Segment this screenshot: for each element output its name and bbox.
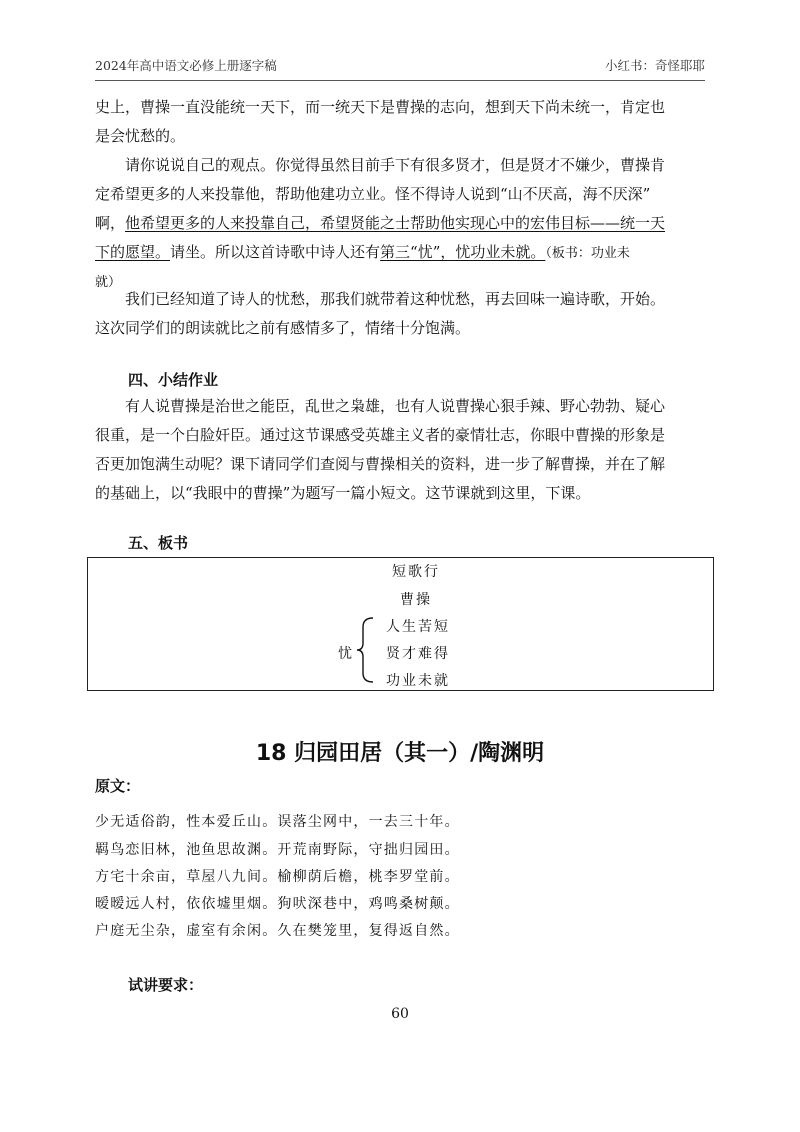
- underlined-text: 他希望更多的人来投靠自己，希望贤能之士帮助他实现心中的宏伟目标——统一天: [125, 214, 666, 232]
- text-line: 下的愿望。请坐。所以这首诗歌中诗人还有第三“忧”，忧功业未就。（板书：功业未: [95, 243, 630, 261]
- board-item: 功业未就: [386, 673, 450, 689]
- lesson-title: 18 归园田居（其一）/陶渊明: [255, 741, 545, 766]
- poem-line: 少无适俗韵，性本爱丘山。误落尘网中，一去三十年。: [95, 814, 460, 830]
- curly-brace-icon: [355, 617, 377, 683]
- original-text-label: 原文：: [95, 777, 141, 795]
- board-note: （板书：功业未: [545, 246, 630, 261]
- page-number: 60: [391, 1006, 409, 1022]
- text-line: 有人说曹操是治世之能臣，乱世之枭雄，也有人说曹操心狠手辣、野心勃勃、疑心: [125, 397, 666, 415]
- section-4-paragraph: [95, 392, 715, 508]
- section-heading-5: 五、板书: [128, 534, 189, 552]
- underlined-text: 第三“忧”，忧功业未就。: [380, 243, 546, 261]
- paragraph-3: [95, 285, 715, 343]
- board-title: 短歌行: [392, 564, 440, 580]
- header-divider: [95, 80, 705, 81]
- board-item: 人生苦短: [386, 619, 450, 635]
- header-author: 小红书：奇怪耶耶: [604, 58, 705, 73]
- text-line: 的基础上，以“我眼中的曹操”为题写一篇小短文。这节课就到这里，下课。: [95, 484, 591, 502]
- text-line: 我们已经知道了诗人的忧愁，那我们就带着这种忧愁，再去回味一遍诗歌，开始。: [125, 290, 666, 308]
- underlined-text: 下的愿望。: [95, 243, 171, 261]
- board-author: 曹操: [400, 592, 432, 608]
- page-header: [95, 56, 705, 76]
- paragraph-2: [95, 151, 715, 297]
- text-line: 很重，是一个白脸奸臣。通过这节课感受英雄主义者的豪情壮志，你眼中曹操的形象是: [95, 426, 666, 444]
- section-heading-4: 四、小结作业: [128, 371, 219, 389]
- text-line: 否更加饱满生动呢？课下请同学们查阅与曹操相关的资料，进一步了解曹操，并在了解: [95, 455, 666, 473]
- board-item: 贤才难得: [386, 646, 450, 662]
- text-line: 定希望更多的人来投靠他，帮助他建功立业。怪不得诗人说到“山不厌高，海不厌深”: [95, 185, 651, 203]
- text-line: 是会忧愁的。: [95, 127, 186, 145]
- text-line: 这次同学们的朗读就比之前有感情多了，情绪十分饱满。: [95, 319, 471, 337]
- poem-line: 方宅十余亩，草屋八九间。榆柳荫后檐，桃李罗堂前。: [95, 869, 460, 885]
- requirement-label: 试讲要求：: [128, 976, 204, 994]
- paragraph-1: [95, 93, 715, 151]
- text-line: 啊，他希望更多的人来投靠自己，希望贤能之士帮助他实现心中的宏伟目标——统一天: [95, 214, 666, 232]
- board-key-character: 忧: [338, 646, 354, 662]
- poem-line: 暧暧远人村，依依墟里烟。狗吠深巷中，鸡鸣桑树颠。: [95, 896, 460, 912]
- text-line: 请你说说自己的观点。你觉得虽然目前手下有很多贤才，但是贤才不嫌少，曹操肯: [125, 156, 666, 174]
- poem-line: 羁鸟恋旧林，池鱼思故渊。开荒南野际，守拙归园田。: [95, 842, 460, 858]
- header-doc-title: 2024年高中语文必修上册逐字稿: [95, 58, 277, 73]
- poem-line: 户庭无尘杂，虚室有余闲。久在樊笼里，复得返自然。: [95, 923, 460, 939]
- text-line: 史上，曹操一直没能统一天下，而一统天下是曹操的志向，想到天下尚未统一，肯定也: [95, 98, 666, 116]
- board-note: 就）: [95, 275, 122, 290]
